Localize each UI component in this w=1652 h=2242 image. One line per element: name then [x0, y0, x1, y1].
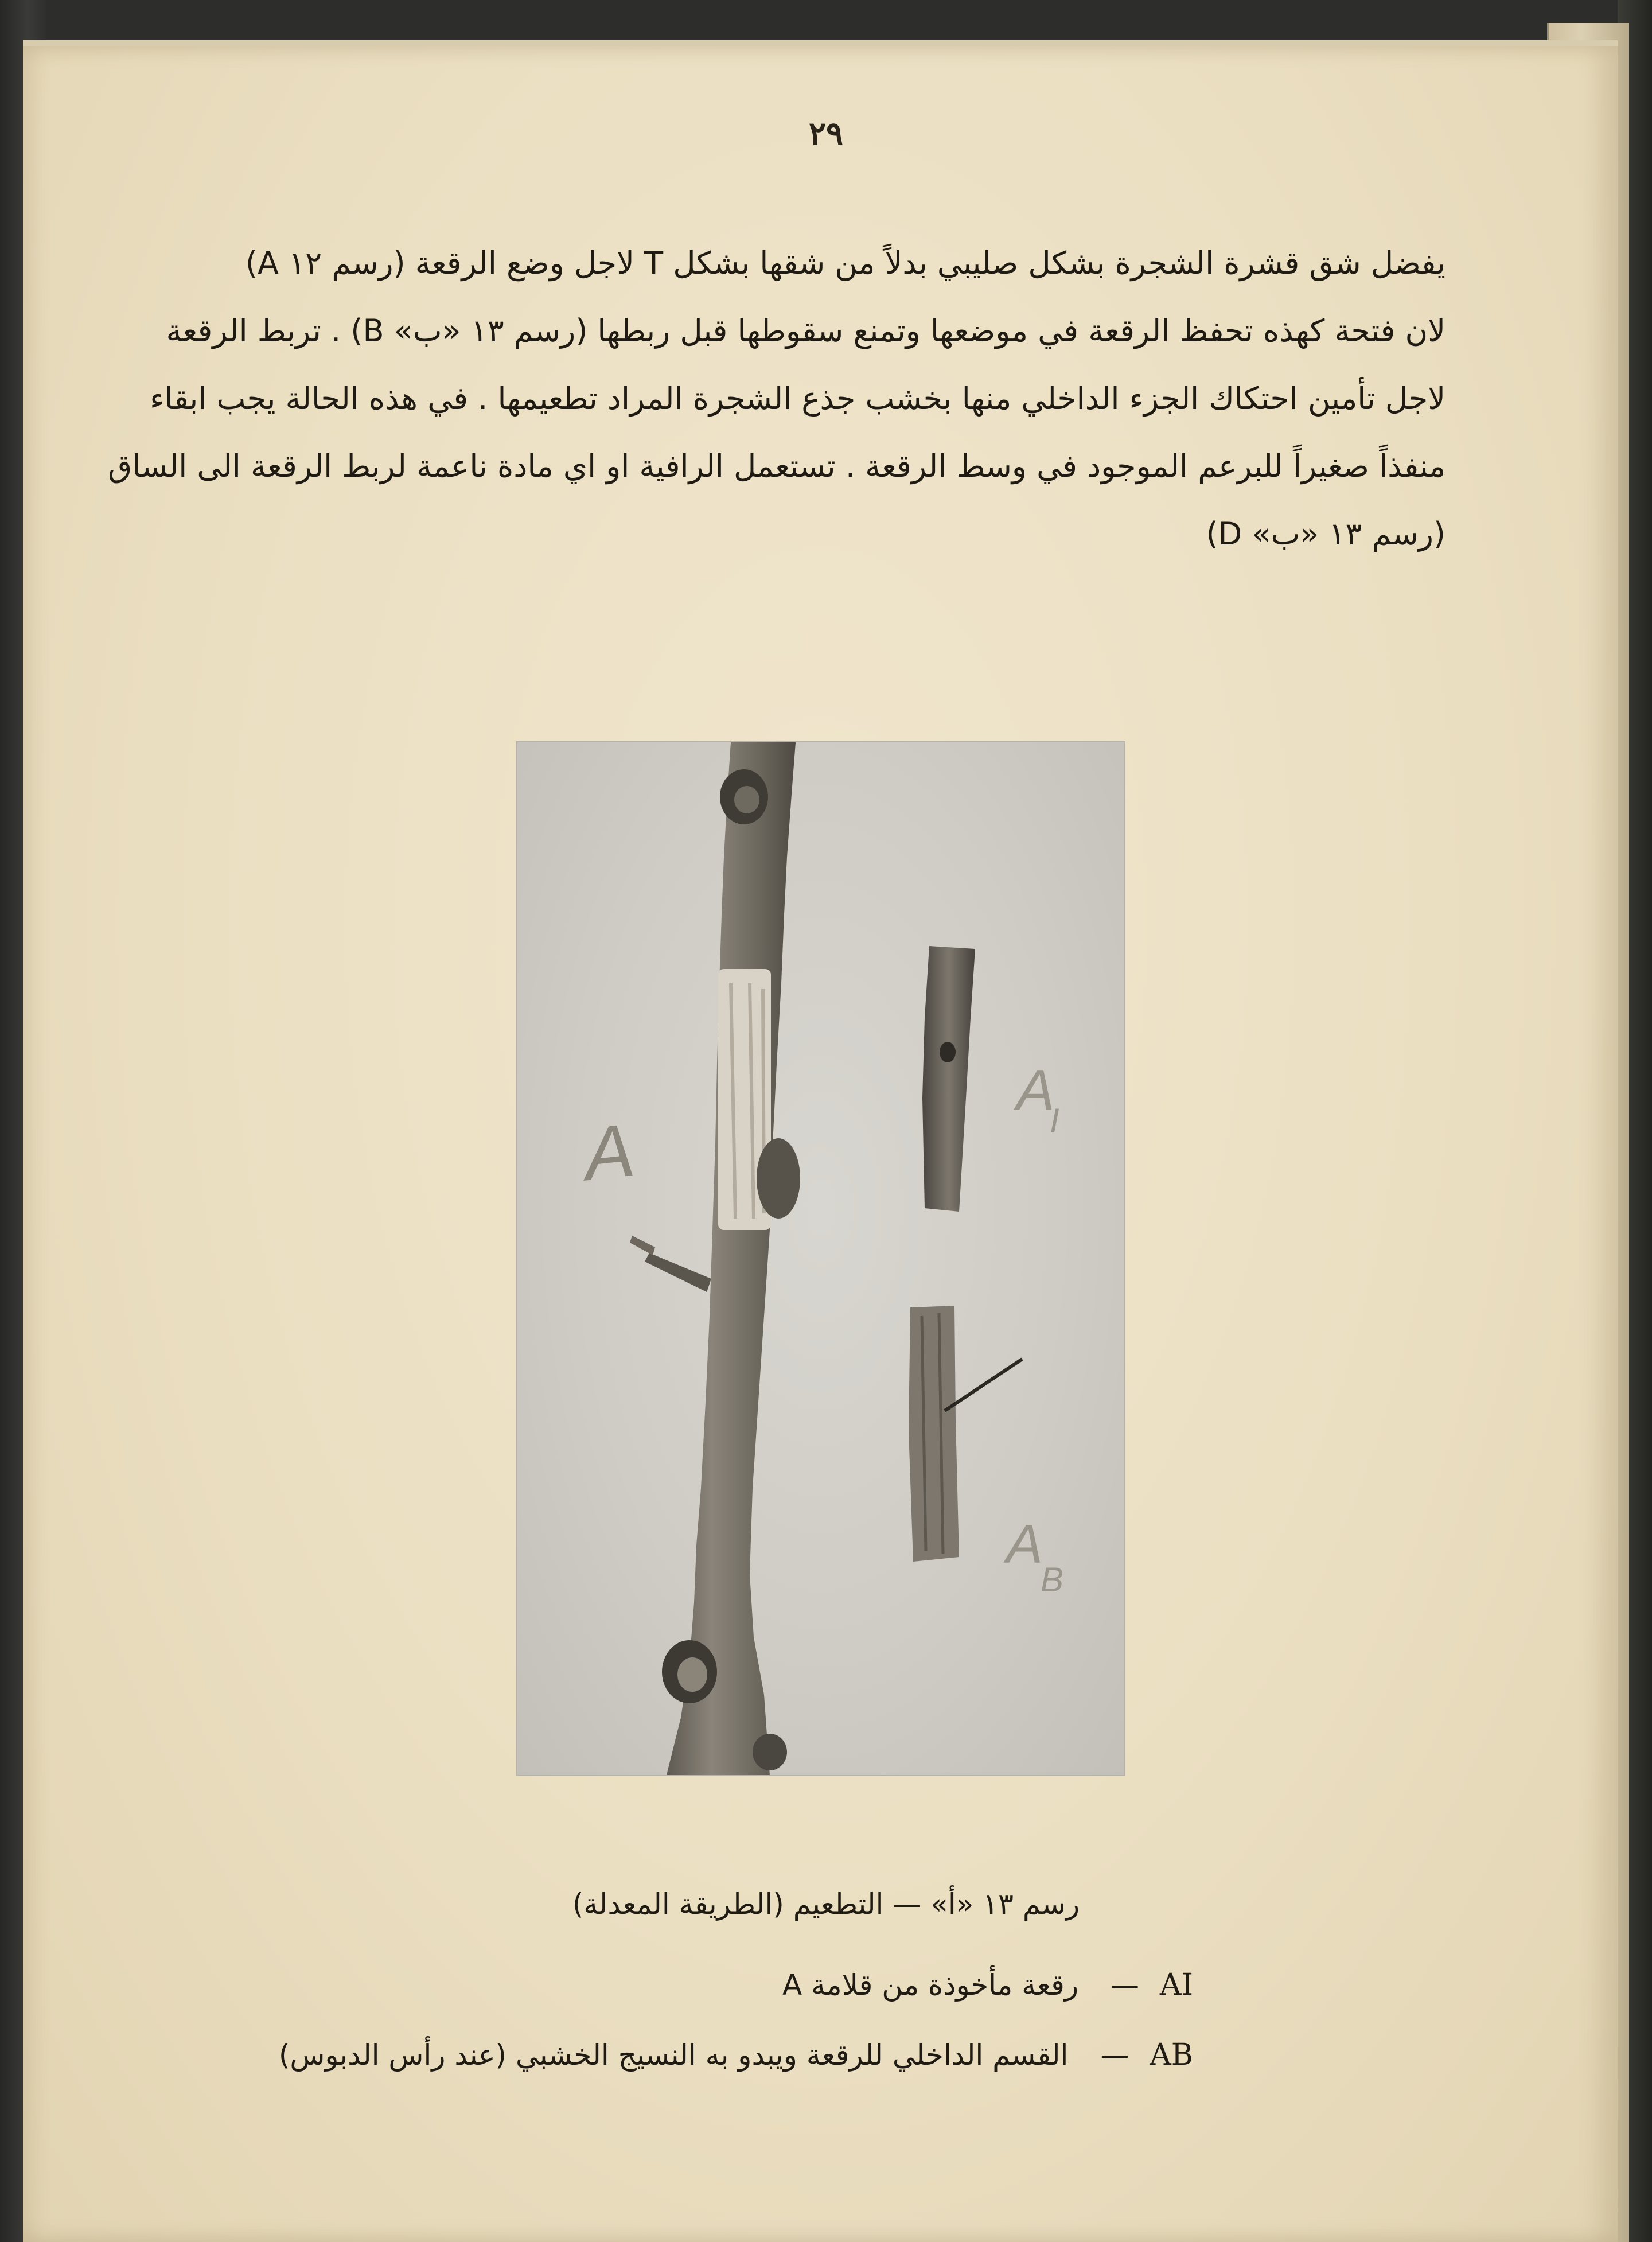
side-swelling: [757, 1138, 800, 1219]
body-line-1: يفضل شق قشرة الشجرة بشكل صليبي بدلاً من شقها بشكل T لاجل وضع الرقعة (رسم ١٢ A): [245, 245, 1446, 281]
label-a: A: [580, 1107, 638, 1197]
label-ab-sub: B: [1041, 1560, 1064, 1599]
side-twig: [645, 1253, 711, 1292]
pin-arrow: [945, 1359, 1022, 1411]
tree-stem: [667, 742, 796, 1775]
body-line-3: لاجل تأمين احتكاك الجزء الداخلي منها بخشب جذع الشجرة المراد تطعيمها . في هذه الحالة يجب ابقاء: [150, 380, 1446, 417]
patch-a1: [922, 946, 975, 1212]
legend-text-a1: رقعة مأخوذة من قلامة A: [782, 1968, 1079, 2002]
legend-text-ab: القسم الداخلي للرقعة ويبدو به النسيج الخشبي (عند رأس الدبوس): [278, 2038, 1069, 2072]
legend-separator: —: [1111, 1968, 1139, 2002]
figure-caption: رسم ١٣ «أ» — التطعيم (الطريقة المعدلة): [572, 1887, 1080, 1921]
body-line-5: (رسم ١٣ «ب» D): [1206, 516, 1446, 552]
legend-separator: —: [1100, 2038, 1129, 2072]
label-a1-letter: A: [1016, 1058, 1055, 1122]
label-a1-sub: I: [1050, 1101, 1059, 1140]
page-number: ٢٩: [808, 115, 844, 153]
label-ab-letter: A: [1006, 1513, 1043, 1575]
body-line-2: لان فتحة كهذه تحفظ الرقعة في موضعها وتمنع سقوطها قبل ربطها (رسم ١٣ «ب» B) . تربط الرقعة: [166, 313, 1446, 349]
body-line-4: منفذاً صغيراً للبرعم الموجود في وسط الرقعة . تستعمل الرافية او اي مادة ناعمة لربط الرقعة الى الساق: [108, 448, 1446, 484]
legend-row-a1: [782, 1968, 1193, 2002]
body-paragraph: [108, 229, 1446, 568]
patch-ab: [909, 1306, 959, 1562]
grafting-photograph: [516, 741, 1125, 1776]
legend-row-ab: [279, 2038, 1193, 2072]
legend-key-a1: AI: [1159, 1968, 1193, 2002]
legend-key-ab: AB: [1150, 2038, 1193, 2072]
